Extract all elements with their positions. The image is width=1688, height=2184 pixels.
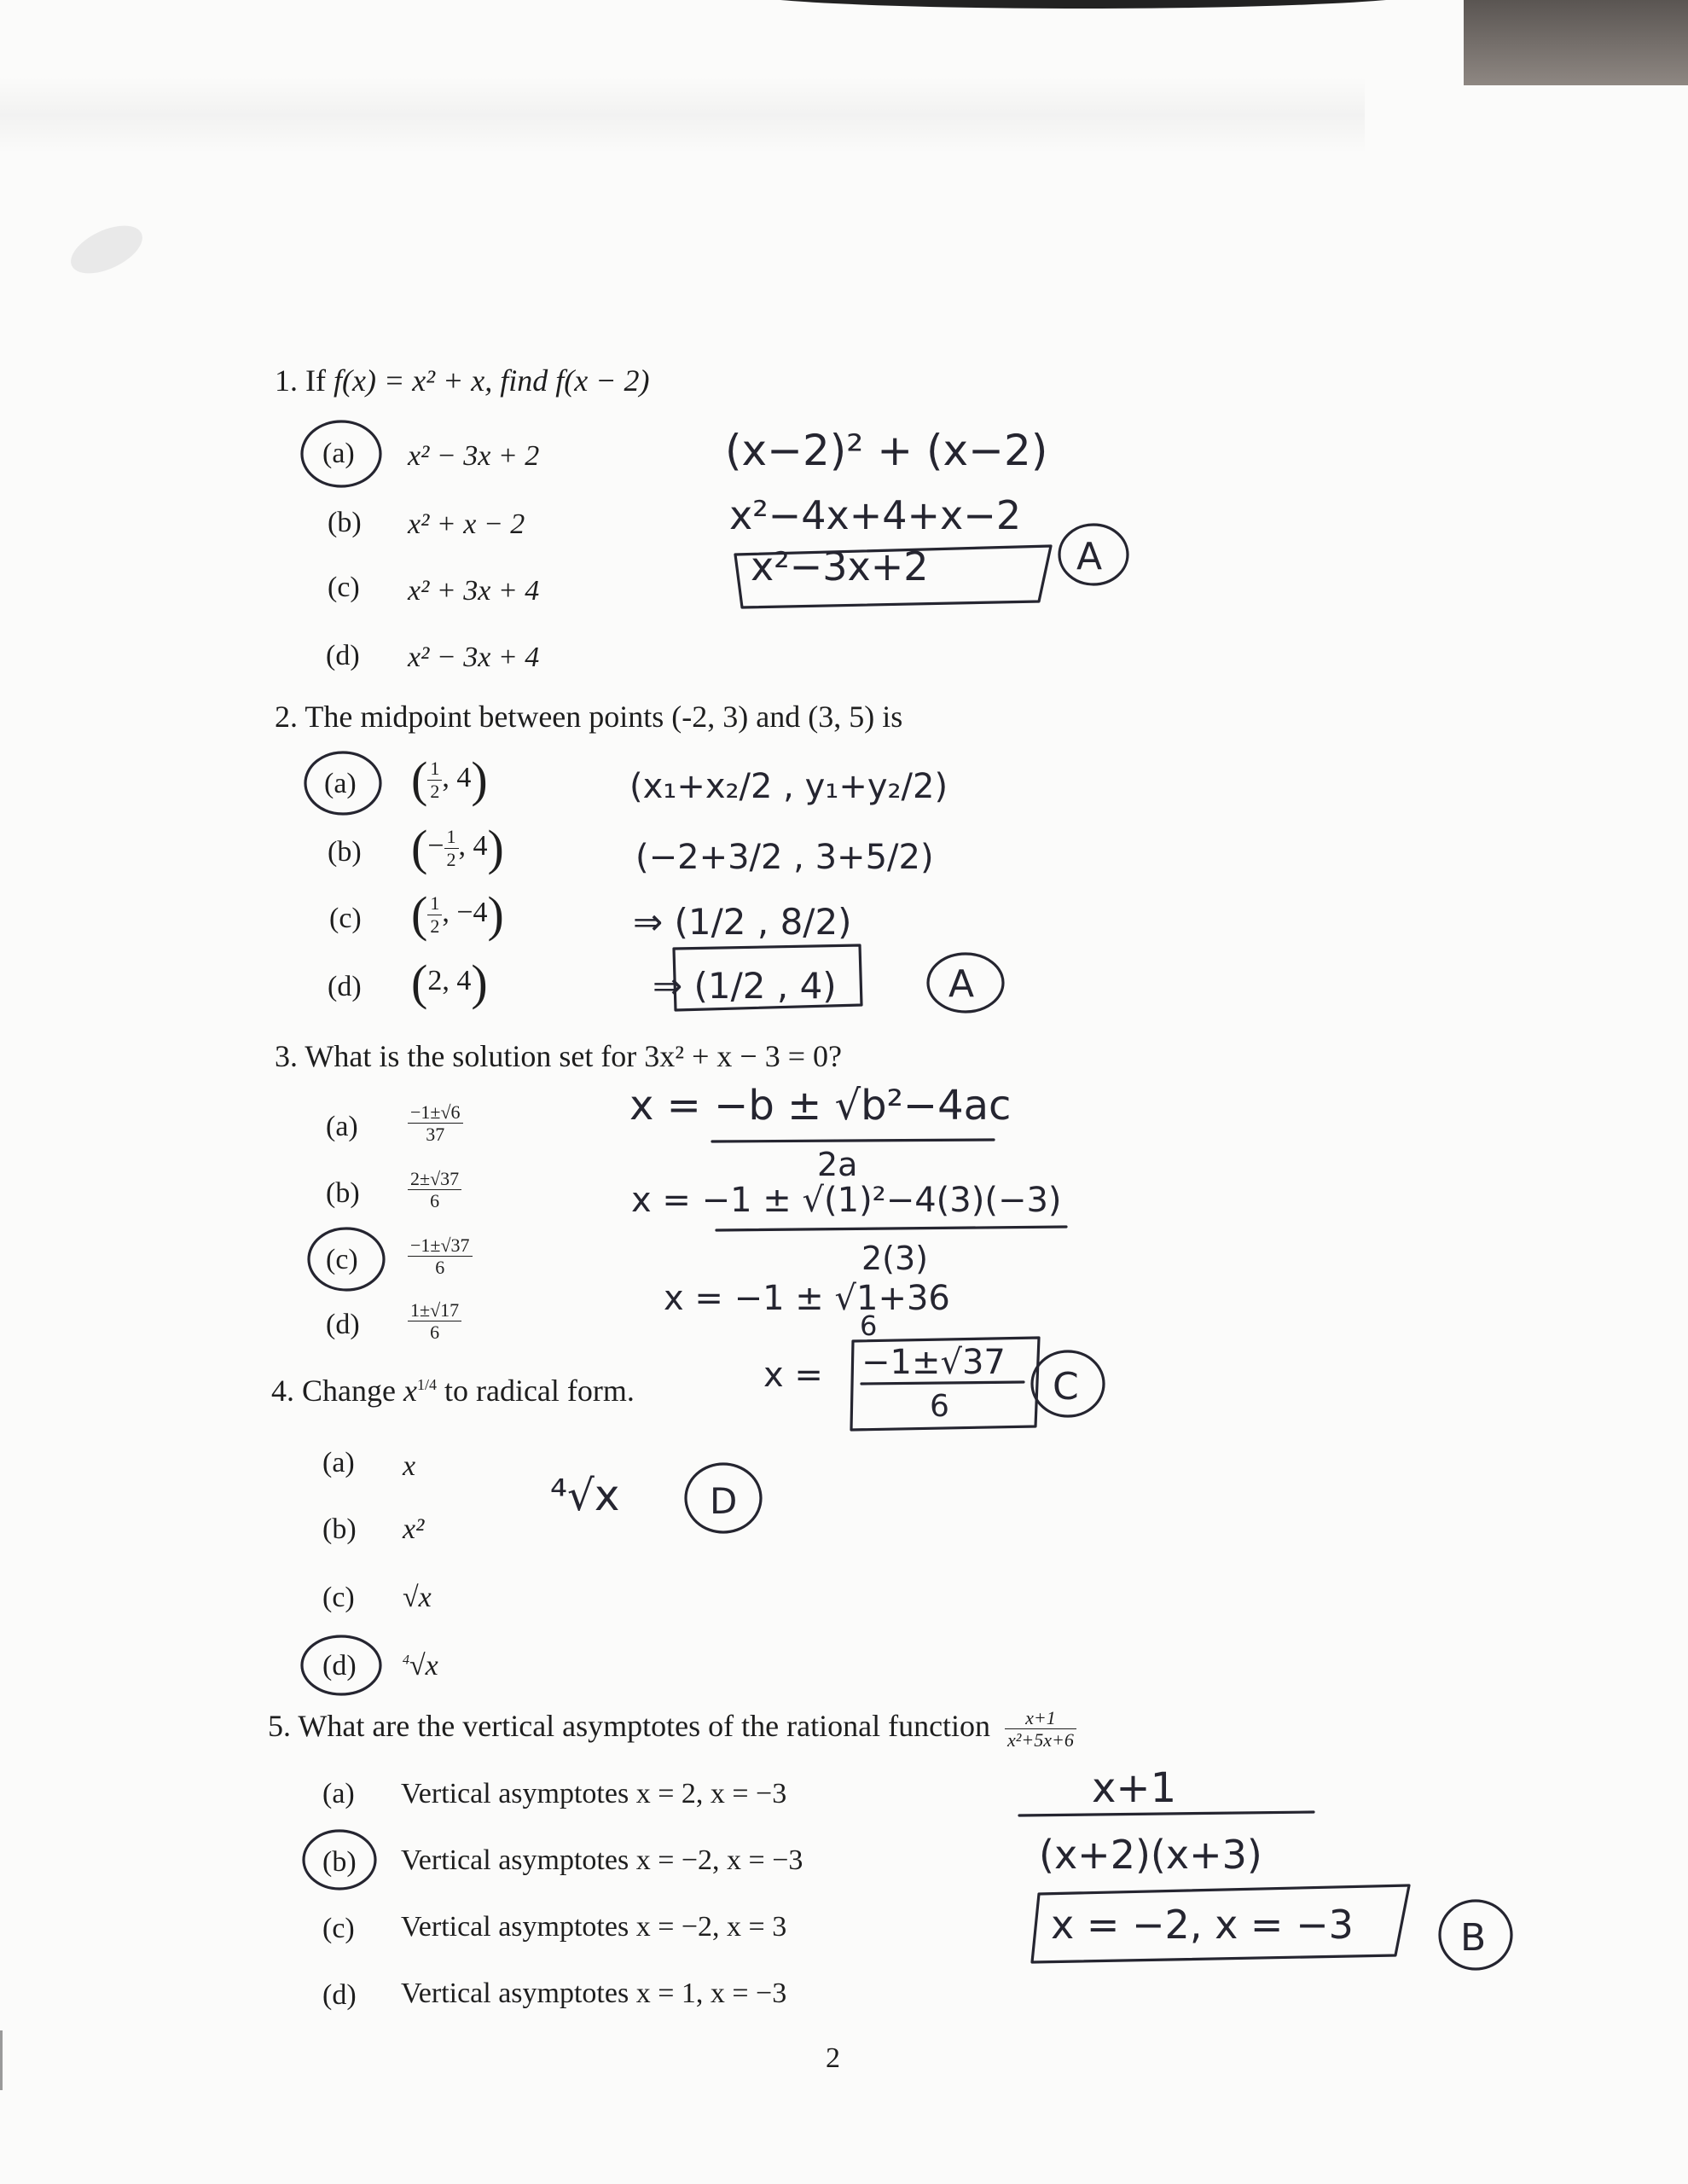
q2-option-b-value: (− $\frac{1}{2}$ , 4) xyxy=(411,820,504,875)
q2-work-line3: ⇒ (1/2 , 8/2) xyxy=(633,901,852,943)
q3-option-d-value: $\frac{1\pm√17}{6}$ xyxy=(408,1300,461,1342)
q4-option-c-text: √x xyxy=(403,1582,432,1613)
q2-work-line1: (x₁+x₂/2 , y₁+y₂/2) xyxy=(629,767,948,806)
q1-option-a-text: x² − 3x + 2 xyxy=(408,440,540,472)
q4-answer-circle xyxy=(302,1636,380,1694)
q3-option-a-value: $\frac{-1\pm√6}{37}$ xyxy=(408,1102,463,1144)
q3-option-c-label: (c) xyxy=(326,1244,358,1275)
q3-answer-letter: C xyxy=(1053,1365,1079,1409)
q2-option-d-label: (d) xyxy=(328,971,362,1002)
q2-option-b-label: (b) xyxy=(328,836,362,868)
q5-answer-letter: B xyxy=(1460,1916,1487,1960)
q2-option-c-value: ( $\frac{1}{2}$ , −4) xyxy=(411,886,504,942)
q1-work-line1: (x−2)² + (x−2) xyxy=(725,426,1048,475)
q1-work-line2: x²−4x+4+x−2 xyxy=(729,492,1022,538)
q2-option-d-value: (2, 4) xyxy=(411,955,488,1010)
q3-option-d-label: (d) xyxy=(326,1309,360,1340)
q3-work-line3-den: 6 xyxy=(860,1310,878,1342)
q2-work-line2: (−2+3/2 , 3+5/2) xyxy=(635,838,934,877)
q5-work-num: x+1 xyxy=(1092,1764,1177,1812)
q1-option-d-text: x² − 3x + 4 xyxy=(408,642,540,673)
q1-option-d-label: (d) xyxy=(326,640,360,671)
question-4-prompt: 4. Change $x^{1/4}$ to radical form. xyxy=(271,1374,635,1408)
q3-answer-circle xyxy=(309,1228,384,1290)
q5-option-a-label: (a) xyxy=(322,1778,355,1809)
q3-work-line1: x = −b ± √b²−4ac xyxy=(629,1082,1012,1130)
page-number: 2 xyxy=(826,2042,840,2074)
q4-option-c-label: (c) xyxy=(322,1582,355,1613)
q2-option-c-label: (c) xyxy=(329,903,362,934)
q1-option-c-label: (c) xyxy=(328,572,360,603)
q3-work-line4: −1±√37 xyxy=(861,1343,1006,1382)
q3-work-line1-den: 2a xyxy=(817,1146,858,1183)
q2-work-line4: ⇒ (1/2 , 4) xyxy=(653,965,837,1007)
q1-answer-circle xyxy=(302,421,380,486)
q4-option-a-label: (a) xyxy=(322,1447,355,1478)
q1-work-line3: x²−3x+2 xyxy=(751,543,929,590)
q5-option-b-label: (b) xyxy=(322,1846,357,1878)
q3-option-b-label: (b) xyxy=(326,1177,360,1209)
q2-answer-letter: A xyxy=(948,962,975,1006)
q3-work-line3: x = −1 ± √1+36 xyxy=(664,1279,950,1318)
q4-work: ⁴√x xyxy=(550,1471,620,1520)
question-5-prompt: 5. What are the vertical asymptotes of the rational function $\frac{x+1}{\text{x²+5x+6}}$ xyxy=(268,1708,1076,1750)
q4-option-d-label: (d) xyxy=(322,1650,357,1682)
q5-option-c-label: (c) xyxy=(322,1913,355,1944)
q1-option-b-text: x² + x − 2 xyxy=(408,508,525,540)
q5-work-result: x = −2, x = −3 xyxy=(1051,1902,1354,1948)
q5-option-c-text: Vertical asymptotes x = −2, x = 3 xyxy=(401,1911,787,1943)
q3-work-line4-den: 6 xyxy=(930,1389,949,1424)
q5-option-d-text: Vertical asymptotes x = 1, x = −3 xyxy=(401,1978,787,2009)
q2-option-a-label: (a) xyxy=(324,768,357,799)
q4-option-d-text: $^4$√x xyxy=(403,1650,438,1682)
q4-option-b-text: x² xyxy=(403,1513,425,1545)
q3-work-line2: x = −1 ± √(1)²−4(3)(−3) xyxy=(631,1181,1062,1220)
question-2-prompt: 2. The midpoint between points (-2, 3) and (3, 5) is xyxy=(275,700,903,734)
q3-work-line4-prefix: x = xyxy=(763,1356,823,1395)
q4-answer-letter: D xyxy=(710,1480,738,1522)
q5-option-d-label: (d) xyxy=(322,1979,357,2011)
q3-option-a-label: (a) xyxy=(326,1111,358,1142)
q5-answer-circle xyxy=(304,1831,375,1889)
q1-option-b-label: (b) xyxy=(328,507,362,538)
question-1-prompt: 1. If f(x) = x² + x, find f(x − 2) xyxy=(275,363,650,398)
q4-option-b-label: (b) xyxy=(322,1513,357,1545)
q3-option-c-value: $\frac{-1\pm√37}{6}$ xyxy=(408,1235,473,1277)
q1-option-a-label: (a) xyxy=(322,438,355,469)
q2-option-a-value: ( $\frac{1}{2}$ , 4) xyxy=(411,752,488,807)
q2-answer-circle xyxy=(305,752,380,814)
question-3-prompt: 3. What is the solution set for 3x² + x − 3 = 0? xyxy=(275,1039,842,1073)
q5-option-a-text: Vertical asymptotes x = 2, x = −3 xyxy=(401,1778,787,1809)
q1-answer-letter: A xyxy=(1076,535,1103,578)
q4-option-a-text: x xyxy=(403,1450,416,1482)
q5-option-b-text: Vertical asymptotes x = −2, x = −3 xyxy=(401,1844,803,1876)
q5-work-den: (x+2)(x+3) xyxy=(1039,1832,1262,1878)
q1-option-c-text: x² + 3x + 4 xyxy=(408,575,540,607)
q3-option-b-value: $\frac{2\pm√37}{6}$ xyxy=(408,1169,461,1211)
q3-work-line2-den: 2(3) xyxy=(861,1240,929,1277)
